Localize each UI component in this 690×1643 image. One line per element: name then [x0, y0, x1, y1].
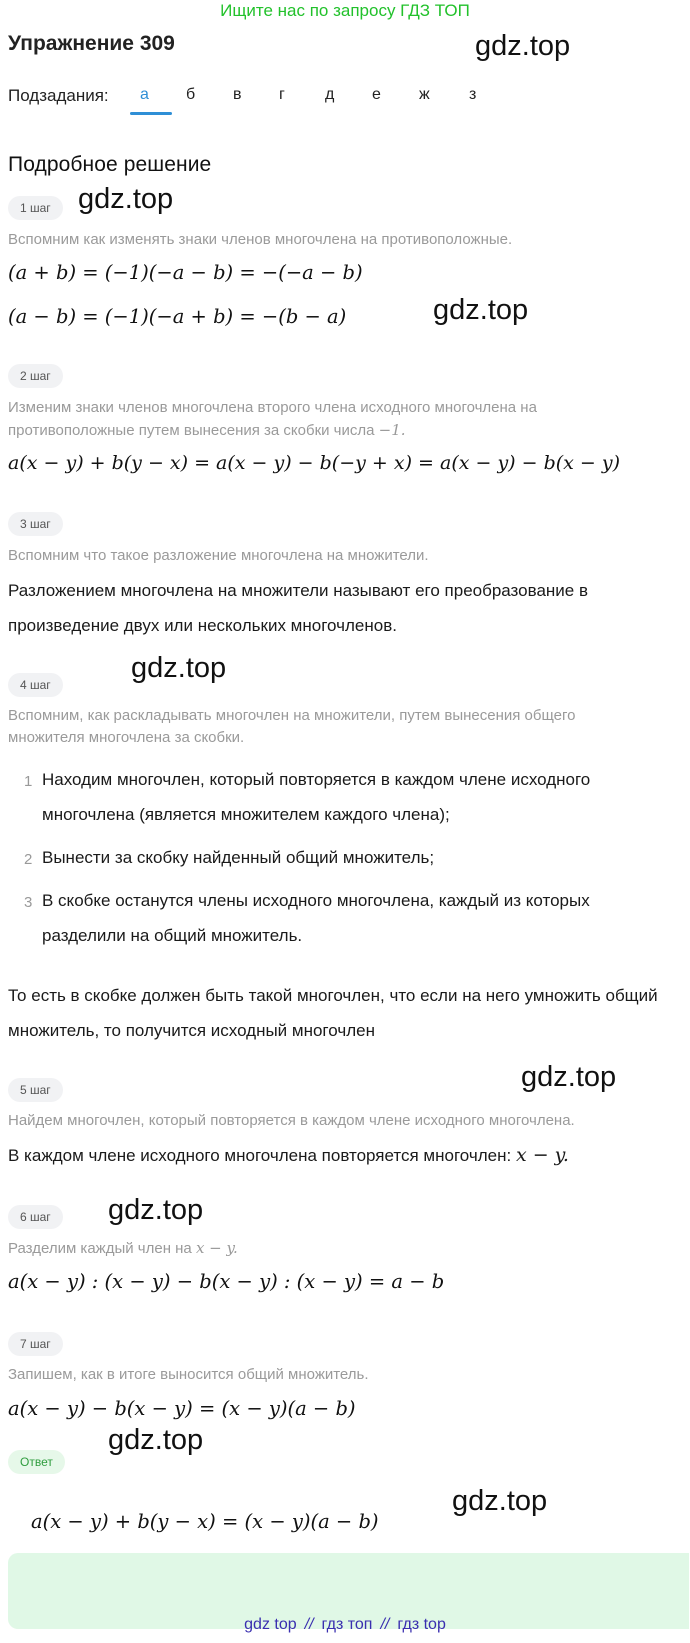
step-4-conclusion: То есть в скобке должен быть такой многочлен, что если на него умножить общий множитель, то получится исходный многочлен: [8, 986, 658, 1040]
active-tab-indicator: [130, 112, 172, 115]
tab-b[interactable]: б: [186, 86, 196, 103]
answer-formula: a(x − y) + b(y − x) = (x − y)(a − b): [31, 1510, 379, 1533]
list-item-text: Находим многочлен, который повторяется в каждом члене исходного многочлена (является множителем каждого члена);: [42, 770, 591, 824]
step-6-formula: a(x − y) : (x − y) − b(x − y) : (x − y) = a − b: [8, 1270, 445, 1293]
watermark: gdz.top: [131, 652, 227, 684]
list-item: [42, 762, 642, 832]
watermark: gdz.top: [78, 183, 174, 215]
step-3-hint: Вспомним что такое разложение многочлена на множители.: [8, 547, 429, 564]
tab-d[interactable]: д: [325, 86, 335, 103]
list-item: [42, 840, 642, 875]
step-5-text-main: В каждом члене исходного многочлена повторяется многочлен:: [8, 1146, 512, 1165]
tab-e[interactable]: е: [372, 86, 381, 103]
step-3-definition: Разложением многочлена на множители называют его преобразование в произведение двух или нескольких многочленов.: [8, 581, 589, 635]
section-title: Подробное решение: [8, 153, 212, 176]
footer-link-gdz-top[interactable]: gdz top: [244, 1616, 297, 1633]
tab-g[interactable]: г: [279, 86, 285, 103]
footer-link-gdz-top-mixed[interactable]: гдз top: [397, 1616, 446, 1633]
footer-link-gdz-top-ru[interactable]: гдз топ: [321, 1616, 373, 1633]
footer-links: [0, 1616, 690, 1634]
tab-v[interactable]: в: [233, 86, 242, 103]
step-4-badge: 4 шаг: [8, 673, 63, 697]
step-5-hint: Найдем многочлен, который повторяется в каждом члене исходного многочлена.: [8, 1112, 575, 1129]
watermark: gdz.top: [433, 294, 529, 326]
list-item-number: 1: [24, 773, 33, 790]
step-2-formula: a(x − y) + b(y − x) = a(x − y) − b(−y + x) = a(x − y) − b(x − y): [8, 452, 621, 474]
step-3-badge: 3 шаг: [8, 512, 63, 536]
list-item-text: В скобке останутся члены исходного многочлена, каждый из которых разделили на общий множитель.: [42, 891, 590, 945]
step-6-badge: 6 шаг: [8, 1205, 63, 1229]
step-5-text-math: x − y.: [515, 1144, 569, 1166]
step-2-hint-math: −1.: [378, 421, 406, 439]
exercise-title: Упражнение 309: [8, 32, 175, 55]
step-4-hint: Вспомним, как раскладывать многочлен на множители, путем вынесения общего множителя многочлена за скобки.: [8, 707, 576, 746]
step-5-text: [8, 1138, 668, 1173]
watermark: gdz.top: [108, 1194, 204, 1226]
tab-a[interactable]: а: [140, 86, 149, 103]
list-item-text: Вынести за скобку найденный общий множитель;: [42, 848, 435, 867]
step-7-hint: Запишем, как в итоге выносится общий множитель.: [8, 1366, 369, 1383]
step-2-badge: 2 шаг: [8, 364, 63, 388]
list-item-number: 2: [24, 851, 33, 868]
footer-separator: //: [380, 1616, 390, 1633]
step-7-formula: a(x − y) − b(x − y) = (x − y)(a − b): [8, 1397, 356, 1420]
step-6-hint-math: x − y.: [195, 1239, 238, 1257]
list-item-number: 3: [24, 894, 33, 911]
answer-badge: Ответ: [8, 1450, 65, 1474]
step-1-formula-2: (a − b) = (−1)(−a + b) = −(b − a): [8, 305, 347, 328]
step-6-hint-text: Разделим каждый член на: [8, 1240, 192, 1257]
subtasks-label: Подзадания:: [8, 86, 109, 105]
step-6-hint: [8, 1237, 648, 1260]
step-1-hint: Вспомним как изменять знаки членов многочлена на противоположные.: [8, 231, 513, 248]
tab-z[interactable]: з: [469, 86, 477, 103]
step-1-badge: 1 шаг: [8, 196, 63, 220]
footer-separator: //: [304, 1616, 314, 1633]
promo-text: Ищите нас по запросу ГДЗ ТОП: [220, 1, 470, 20]
list-item: [42, 883, 642, 953]
step-7-badge: 7 шаг: [8, 1332, 63, 1356]
tab-zh[interactable]: ж: [419, 86, 430, 103]
step-2-hint-text: Изменим знаки членов многочлена второго члена исходного многочлена на противоположные путем вынесения за скобки числа: [8, 399, 537, 439]
step-1-formula-1: (a + b) = (−1)(−a − b) = −(−a − b): [8, 261, 363, 284]
watermark: gdz.top: [521, 1061, 617, 1093]
watermark: gdz.top: [108, 1424, 204, 1456]
watermark: gdz.top: [475, 30, 571, 62]
step-2-hint: [8, 397, 648, 442]
step-5-badge: 5 шаг: [8, 1078, 63, 1102]
watermark: gdz.top: [452, 1485, 548, 1517]
